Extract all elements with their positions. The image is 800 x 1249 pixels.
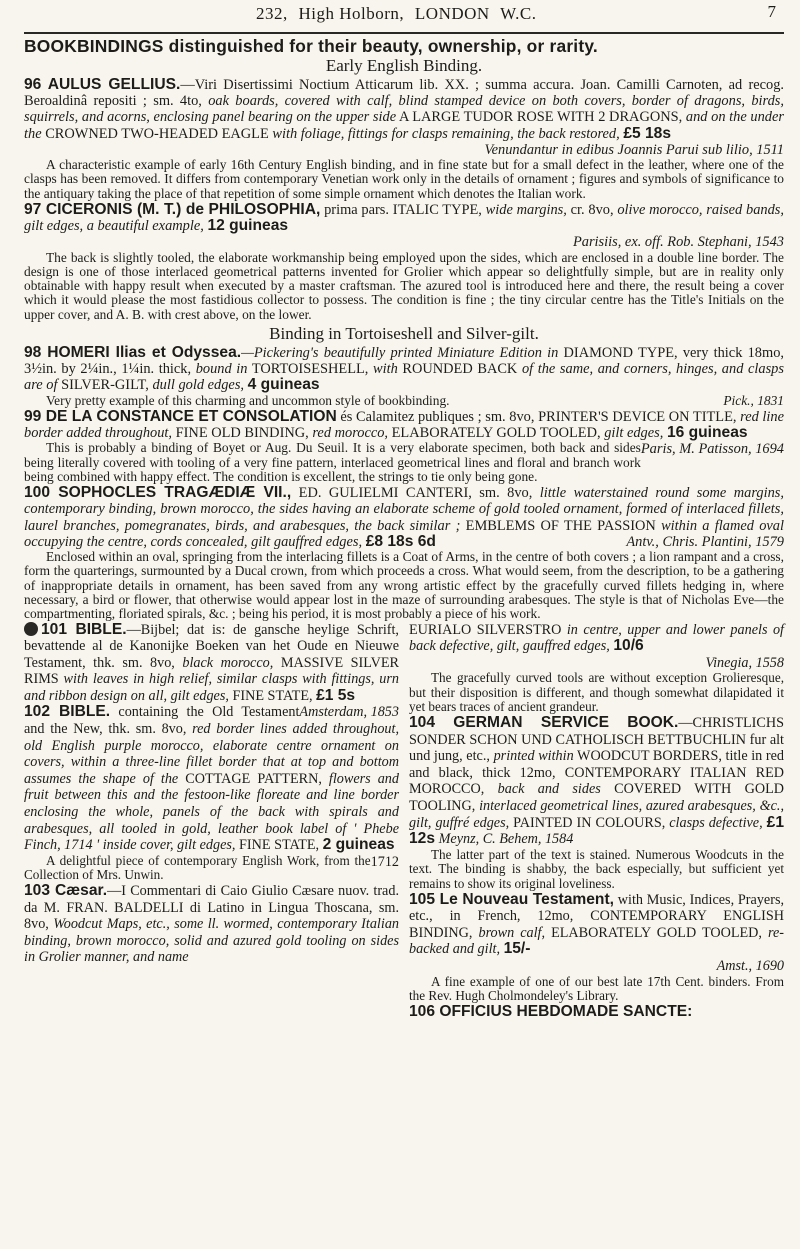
lot-101-heading: 101 BIBLE. bbox=[41, 620, 127, 638]
lot-103-heading: 103 Cæsar. bbox=[24, 882, 108, 899]
street-name: High Holborn, bbox=[298, 4, 405, 23]
lot-99: 99 DE LA CONSTANCE ET CONSOLATION és Calamitez publiques ; sm. 8vo, PRINTER'S DEVICE ON TITLE, red line border added throughout, FINE OLD BINDING, red morocco, ELABORATELY GOLD TOOLED, gilt edges, 16 guineas Paris, M. Patisson, 1694 bbox=[24, 407, 784, 458]
lot-102-note: A delightful piece of contemporary English Work, from the Collection of Mrs. Unwin. bbox=[24, 852, 371, 883]
lot-97-price: 12 guineas bbox=[207, 217, 289, 235]
left-column bbox=[24, 622, 399, 1021]
lot-100-note: Enclosed within an oval, springing from the interlacing fillets is a Coat of Arms, in the centre of both covers ; a lion rampant and a cross, form the quarterings, surmounted by a Ducal crown, from which proceeds a cross. What would seem, from the description, to be a gathering of inappropriate details in ornament, has been saved from any wrong artistic effect by the gracefully curved fillets hedging in, where necessary, a bird or flower, that otherwise would appear lost in the maze of surrounding arabesques. The style is that of Nicholas Eve—the compartmenting, floriated spirals, &c. ; being his period, it is most probably a piece of his work. bbox=[24, 549, 784, 622]
page-number: 232, bbox=[256, 4, 288, 23]
lot-104-note: The latter part of the text is stained. Numerous Woodcuts in the text. The binding is shabby, the back especially, but sufficient yet remains to show its original loveliness. bbox=[409, 846, 784, 891]
lot-100-price: £8 18s 6d bbox=[365, 532, 436, 550]
city-name: LONDON bbox=[414, 4, 490, 23]
header-rule bbox=[24, 32, 784, 34]
lot-97-heading: 97 CICERONIS (M. T.) de PHILOSOPHIA, bbox=[24, 200, 321, 218]
lot-102-heading: 102 BIBLE. bbox=[24, 703, 111, 721]
lot-102-price: 2 guineas bbox=[322, 836, 395, 854]
two-column-listing bbox=[24, 622, 784, 1021]
postcode: W.C. bbox=[500, 4, 537, 23]
lot-105-imprint: Amst., 1690 bbox=[716, 957, 784, 974]
lot-103-note: The gracefully curved tools are without exception Grolieresque, but their disposition is different, and though somewhat dilapidated it yet bears traces of ancient grandeur. bbox=[409, 670, 784, 715]
lot-101-price: £1 5s bbox=[316, 686, 356, 704]
lot-97-note: The back is slightly tooled, the elaborate workmanship being employed upon the sides, which are enclosed in a double line border. The design is one of those interlaced geometrical patterns invented for Grolier which appear so delightfully simple, but are in reality only obtainable with happy result when executed by a master craftsman. The azured tool is introduced here and there, the result being a cover which it would please the most fastidious collector to possess. The condition is fine ; the tiny circular centre has the Title's Initials on the upper cover, and A. B. with crest above, on the lower. bbox=[24, 249, 784, 322]
lot-105: 105 Le Nouveau Testament, with Music, Indices, Prayers, etc., in French, 12mo, CONTEMPORARY ENGLISH BINDING, brown calf, ELABORATELY GOLD TOOLED, re-backed and gilt, 15/- Amst., 1690 bbox=[409, 890, 785, 974]
lot-104-price: £1 12s bbox=[409, 813, 784, 848]
lot-100: 100 SOPHOCLES TRAGÆDIÆ VII., ED. GULIELMI CANTERI, sm. 8vo, little waterstained round some margins, contemporary binding, brown morocco, the sides having an elaborate scheme of gold tooled ornament, formed of interlaced fillets, laurel branches, pomegranates, birds, and arabesques, the back similar ; EMBLEMS OF THE PASSION within a flamed oval occupying the centre, cords concealed, gilt gauffred edges, £8 18s 6d Antv., Chris. Plantini, 1579 bbox=[24, 484, 785, 550]
lot-102: 102 BIBLE. containing the Old Testament and the New, thk. sm. 8vo, red border lines added throughout, old English purple morocco, elaborate centre ornament on covers, within a three-line fillet border that at top and bottom assumes the shape of the COTTAGE PATTERN, flowers and fruit between this and the festoon-like floreate and line border enclosing the whole, panels of the back with spirals and arabesques, all tooled in gold, leather book label of ' Phebe Finch, 1714 ' inside cover, gilt edges, FINE STATE, 2 guineas 1712 bbox=[24, 703, 400, 870]
lot-101-imprint: Amsterdam, 1853 bbox=[299, 704, 399, 721]
lot-103-continued: EURIALO SILVERSTRO in centre, upper and lower panels of back defective, gilt, gauffred edges, 10/6 Vinegia, 1558 bbox=[409, 621, 784, 671]
lot-99-note: This is probably a binding of Boyet or Aug. Du Seuil. It is a very elaborate specimen, both back and sides being literally covered with tooling of a very fine pattern, interlaced geometrical lines and floral and branch work being combined with happy effect. The condition is excellent, the strings to tie only being gone. bbox=[24, 440, 641, 484]
lot-100-heading: 100 SOPHOCLES TRAGÆDIÆ VII., bbox=[24, 484, 292, 502]
header-address bbox=[256, 4, 542, 24]
lot-98: 98 HOMERI Ilias et Odyssea.—Pickering's beautifully printed Miniature Edition in DIAMOND TYPE, very thick 18mo, 3½in. by 2¼in., 1¼in. thick, bound in TORTOISESHELL, with ROUNDED BACK of the same, and corners, hinges, and clasps are of SILVER-GILT, dull gold edges, 4 guineas bbox=[24, 344, 784, 394]
lot-98-imprint: Pick., 1831 bbox=[723, 392, 784, 408]
lot-96: 96 AULUS GELLIUS.—Viri Disertissimi Noctium Atticarum lib. XX. ; summa accura. Joan. Camilli Carnoten, ad recog. Beroaldinâ repositi ; sm. 4to, oak boards, covered with calf, blind stamped device on both covers, border of dragons, birds, squirrels, and acorns, enclosing panel bearing on the upper side A LARGE TUDOR ROSE WITH 2 DRAGONS, and on the under the CROWNED TWO-HEADED EAGLE with foliage, fittings for clasps remaining, the back restored, £5 18s Venundantur in edibus Joannis Parui sub lilio, 1511 bbox=[24, 76, 784, 158]
lot-98-price: 4 guineas bbox=[247, 376, 320, 394]
lot-99-price: 16 guineas bbox=[666, 424, 748, 442]
lot-106 bbox=[409, 1004, 784, 1021]
lot-99-heading: 99 DE LA CONSTANCE ET CONSOLATION bbox=[24, 407, 337, 425]
lot-103-price: 10/6 bbox=[613, 637, 644, 655]
lot-98-heading: 98 HOMERI Ilias et Odyssea. bbox=[24, 344, 242, 361]
lot-102-imprint: 1712 bbox=[370, 853, 399, 870]
lot-96-heading: 96 AULUS GELLIUS. bbox=[24, 76, 181, 93]
lot-104: 104 GERMAN SERVICE BOOK.—CHRISTLICHS SONDER SCHON UND CATHOLISCH BETTBUCHLIN fur alt und jung, etc., printed within WOODCUT BORDERS, title in red and black, thick 12mo, CONTEMPORARY ITALIAN RED MOROCCO, back and sides COVERED WITH GOLD TOOLING, interlaced geometrical lines, azured arabesques, &c., gilt, guffré edges, PAINTED IN COLOURS, clasps defective, £1 12s Meynz, C. Behem, 1584 bbox=[409, 714, 785, 848]
lot-96-price: £5 18s bbox=[623, 124, 672, 142]
lot-97: 97 CICERONIS (M. T.) de PHILOSOPHIA, prima pars. ITALIC TYPE, wide margins, cr. 8vo, olive morocco, raised bands, gilt edges, a beautiful example, 12 guineas Parisiis, ex. off. Rob. Stephani, 1543 bbox=[24, 200, 785, 251]
right-column bbox=[409, 622, 784, 1021]
lot-103: 103 Cæsar.—I Commentari di Caio Giulio Cæsare nuov. trad. da M. FRAN. BALDELLI di Latino in Lingua Thoscana, sm. 8vo, Woodcut Maps, etc., some ll. wormed, contemporary Italian binding, brown morocco, solid and azured gold tooling on sides in Grolier manner, and name bbox=[24, 882, 400, 966]
lot-100-imprint: Antv., Chris. Plantini, 1579 bbox=[626, 533, 784, 550]
bullet-dot-icon bbox=[24, 622, 38, 636]
corner-mark: 7 bbox=[767, 2, 776, 21]
section-heading-early-english: Early English Binding. bbox=[325, 56, 483, 75]
lot-99-imprint: Paris, M. Patisson, 1694 bbox=[640, 441, 784, 458]
lot-104-heading: 104 GERMAN SERVICE BOOK. bbox=[409, 714, 679, 732]
lot-101: 101 BIBLE.—Bijbel; dat is: de gansche heylige Schrift, bevattende al de Kanonijke Boeken van het Oude en Nieuwe Testament, thk. sm. 8vo, black morocco, MASSIVE SILVER RIMS with leaves in high relief, similar clasps with fittings, urn and ribbon design on all, gilt edges, FINE STATE, £1 5s Amsterdam, 1853 bbox=[24, 620, 399, 721]
page-title: BOOKBINDINGS distinguished for their beauty, ownership, or rarity. bbox=[24, 36, 598, 56]
running-header bbox=[24, 0, 784, 30]
lot-96-note: A characteristic example of early 16th Century English binding, and in fine state but for a small defect in the leather, where one of the clasps has been removed. It differs from contemporary Venetian work only in the details of ornament ; figures and symbols of significance to the antiquary taking the place of that repetition of some simple ornament which denotes the Italian work. bbox=[24, 157, 784, 201]
lot-105-heading: 105 Le Nouveau Testament, bbox=[409, 890, 614, 908]
lot-98-note: Very pretty example of this charming and uncommon style of bookbinding. Pick., 1831 bbox=[46, 392, 784, 408]
section-heading-tortoiseshell: Binding in Tortoiseshell and Silver-gilt. bbox=[269, 324, 539, 343]
lot-105-note: A fine example of one of our best late 17th Cent. binders. From the Rev. Hugh Cholmondeley's Library. bbox=[409, 973, 784, 1004]
lot-105-price: 15/- bbox=[503, 940, 531, 958]
lot-103-imprint: Vinegia, 1558 bbox=[705, 654, 784, 671]
lot-104-imprint: Meynz, C. Behem, 1584 bbox=[438, 831, 574, 848]
lot-97-imprint: Parisiis, ex. off. Rob. Stephani, 1543 bbox=[572, 234, 784, 251]
lot-96-imprint: Venundantur in edibus Joannis Parui sub lilio, 1511 bbox=[484, 141, 784, 158]
lot-106-heading: 106 OFFICIUS HEBDOMADE SANCTE: bbox=[409, 1002, 693, 1020]
